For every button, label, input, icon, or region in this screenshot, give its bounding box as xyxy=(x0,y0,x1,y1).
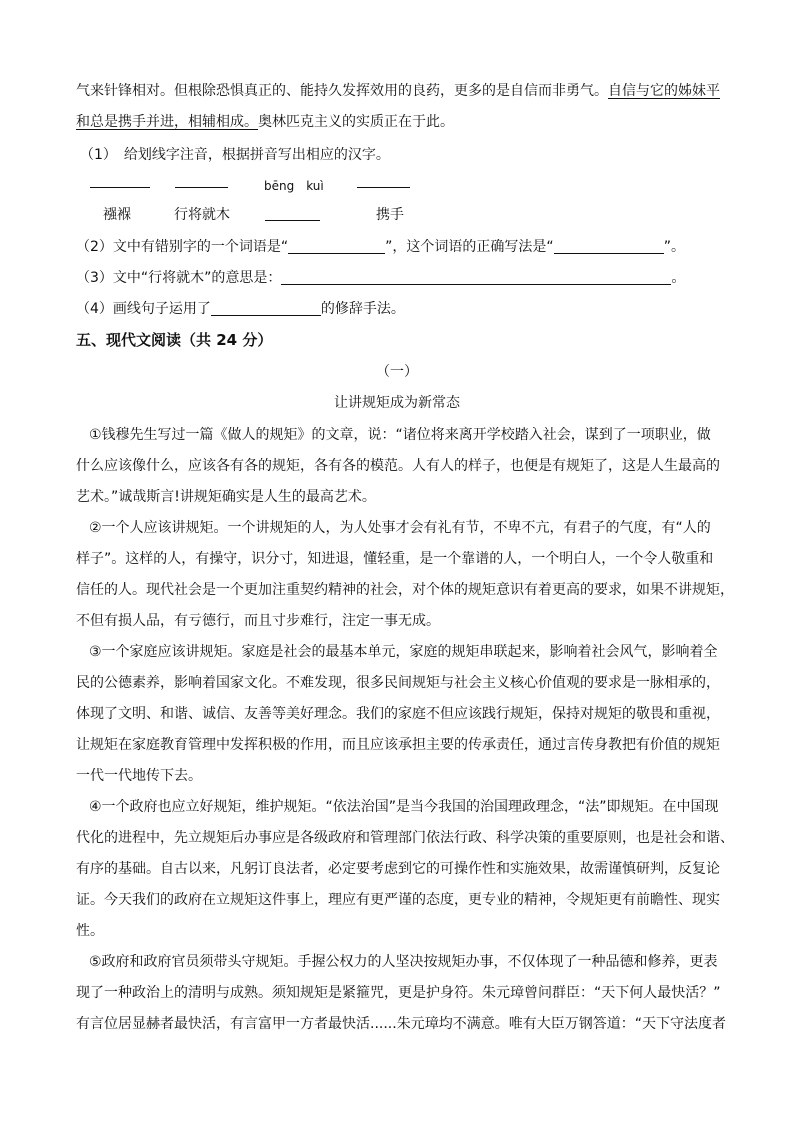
intro-line-2 xyxy=(76,112,454,132)
part-label: （一） xyxy=(376,364,418,380)
question-text: ”。 xyxy=(663,239,685,255)
paragraph-1-line: 什么应该像什么，应该各有各的规矩，各有各的模范。人有人的样子，也便是有规矩了，这是人生最高的 xyxy=(76,458,720,474)
underlined-sentence-part: 和总是携手并进，相辅相成。 xyxy=(76,114,258,130)
underlined-sentence-part: 自信与它的姊妹平 xyxy=(608,83,720,99)
intro-text: 奥林匹克主义的实质正在于此。 xyxy=(258,114,454,130)
pinyin-label: bēng kuì xyxy=(264,179,324,193)
paragraph-5-line: 有言位居显赫者最快活，有言富甲一方者最快活......朱元璋均不满意。唯有大臣万钢答道：“天下守法度者 xyxy=(76,1016,726,1032)
paragraph-3-line: ③一个家庭应该讲规矩。家庭是社会的最基本单元，家庭的规矩串联起来，影响着社会风气，影响着全 xyxy=(89,644,718,660)
word-label: 携手 xyxy=(376,207,404,223)
paragraph-3-line: 一代一代地传下去。 xyxy=(76,768,202,784)
question-4 xyxy=(76,299,405,319)
question-text: （2）文中有错别字的一个词语是“ xyxy=(76,239,289,255)
paragraph-3-line: 让规矩在家庭教育管理中发挥积极的作用，而且应该承担主要的传承责任，通过言传身教把有价值的规矩 xyxy=(76,737,720,753)
article-body xyxy=(76,425,734,1045)
answer-blank[interactable] xyxy=(175,173,228,188)
answer-blank[interactable] xyxy=(211,301,321,316)
question-text: 。 xyxy=(671,270,686,286)
question-2 xyxy=(76,237,685,257)
section-heading: 五、现代文阅读（共 24 分） xyxy=(76,331,273,349)
paragraph-1-line: 艺术。”诚哉斯言!讲规矩确实是人生的最高艺术。 xyxy=(76,489,376,505)
paragraph-5-line: ⑤政府和政府官员须带头守规矩。手握公权力的人坚决按规矩办事，不仅体现了一种品德和修养，更表 xyxy=(89,954,718,970)
paragraph-4-line: 代化的进程中，先立规矩后办事应是各级政府和管理部门依法行政、科学决策的重要原则，也是社会和谐、 xyxy=(76,830,734,846)
paragraph-2-line: 信任的人。现代社会是一个更加注重契约精神的社会，对个体的规矩意识有着更高的要求，如果不讲规矩， xyxy=(76,582,734,598)
paragraph-1-line: ①钱穆先生写过一篇《做人的规矩》的文章，说：“诸位将来离开学校踏入社会，谋到了一项职业，做 xyxy=(89,427,711,443)
paragraph-4-line: 有序的基础。自古以来，凡躬订良法者，必定要考虑到它的可操作性和实施效果，故需谨慎研判，反复论 xyxy=(76,861,720,877)
paragraph-4-line: ④一个政府也应立好规矩，维护规矩。“依法治国”是当今我国的治国理政理念，“法”即规矩。在中国现 xyxy=(89,799,719,815)
paragraph-3-line: 体现了文明、和谐、诚信、友善等美好理念。我们的家庭不但应该践行规矩，保持对规矩的敬畏和重视， xyxy=(76,706,720,722)
paragraph-2-line: 样子”。这样的人，有操守，识分寸，知进退，懂轻重，是一个靠谱的人，一个明白人，一个令人敬重和 xyxy=(76,551,714,567)
intro-text: 气来针锋相对。但根除恐惧真正的、能持久发挥效用的良药，更多的是自信而非勇气。 xyxy=(76,83,608,99)
question-text: （4）画线句子运用了 xyxy=(76,301,211,317)
paragraph-4-line: 证。今天我们的政府在立规矩这件事上，理应有更严谨的态度，更专业的精神，令规矩更有前瞻性、现实 xyxy=(76,892,720,908)
paragraph-5-line: 现了一种政治上的清明与成熟。须知规矩是紧箍咒，更是护身符。朱元璋曾问群臣：“天下何人最快活？” xyxy=(76,985,721,1001)
answer-blank[interactable] xyxy=(90,173,150,188)
article-title: 让讲规矩成为新常态 xyxy=(334,395,460,411)
answer-blank[interactable] xyxy=(288,239,385,254)
answer-blank[interactable] xyxy=(265,206,320,221)
question-1: （1） 给划线字注音，根据拼音写出相应的汉字。 xyxy=(80,147,390,163)
answer-blank[interactable] xyxy=(357,173,410,188)
word-label: 行将就木 xyxy=(174,207,230,223)
question-text: （3）文中“行将就木”的意思是： xyxy=(76,270,282,286)
question-3 xyxy=(76,268,685,288)
word-label: 襁褓 xyxy=(103,207,131,223)
paragraph-3-line: 民的公德素养，影响着国家文化。不难发现，很多民间规矩与社会主义核心价值观的要求是一脉相承的， xyxy=(76,675,720,691)
intro-line-1 xyxy=(76,81,720,101)
answer-blank[interactable] xyxy=(281,270,671,285)
paragraph-4-line: 性。 xyxy=(76,923,104,939)
question-text: ”，这个词语的正确写法是“ xyxy=(385,239,554,255)
question-text: 的修辞手法。 xyxy=(320,301,405,317)
paragraph-2-line: 不但有损人品，有亏德行，而且寸步难行，注定一事无成。 xyxy=(76,613,440,629)
paragraph-2-line: ②一个人应该讲规矩。一个讲规矩的人，为人处事才会有礼有节，不卑不亢，有君子的气度，有“人的 xyxy=(89,520,711,536)
answer-blank[interactable] xyxy=(554,239,664,254)
